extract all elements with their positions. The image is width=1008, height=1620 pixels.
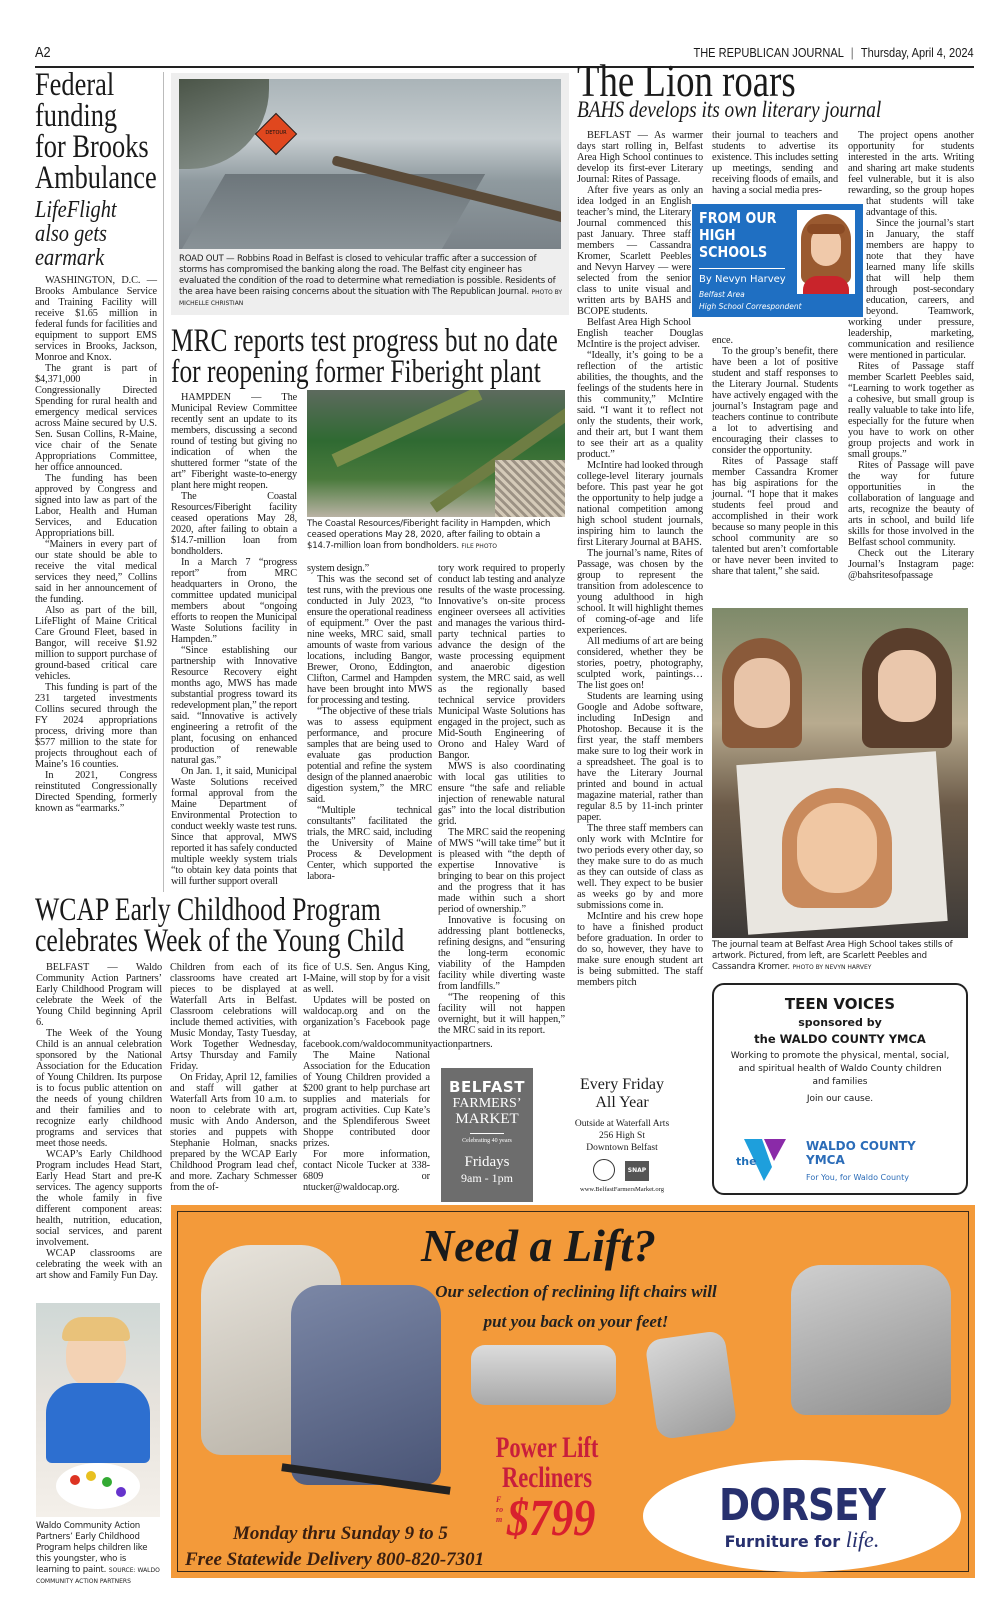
logo-the: the [736,1155,757,1168]
journal-team-caption [712,940,970,973]
org-name: YMCA [806,1153,845,1167]
paragraph: BEFLAST — As warmer days start rolling in, Belfast Area High School continues to develop its first-ever Literary Journal: Rites of Passage. [577,130,703,185]
market-hours: 9am - 1pm [461,1171,513,1185]
paragraph: The three staff members can only work with McIntire for two periods every other day, so they make sure to do as much as they can outside of class as well. They expect to be busier as weeks go by and more submissions come in. [577,823,703,911]
wcap-column-1 [36,962,162,1281]
join-cta: Join our cause. [806,1094,874,1104]
from-our-high-schools-box [692,204,863,317]
subhead-line: LifeFlight [35,197,117,223]
paragraph: “The reopening of this facility will not happen overnight, but it will happen,” the MRC said in its report. [438,992,565,1036]
paragraph: The MRC said the reopening of MWS “will take time” but it is pleased with “the depth of expertise Innovative is bringing to bear on this project and the progress that it has made within such a short period of ownership.” [438,827,565,915]
lion-headline: The Lion roars [577,55,796,106]
market-tagline: Celebrating 40 years [462,1138,512,1144]
sponsored-by: sponsored by [798,1016,882,1029]
box-divider [699,268,785,269]
column-rule [163,72,164,892]
recliner-image-gray [791,1265,951,1415]
paragraph: McIntire had looked through college-level literary journals before. This past year he got the opportunity to help judge a national competition among high school student journals, inspiring him to launch the first Literary Journal at BAHS. [577,460,703,548]
paragraph: All mediums of art are being considered, whether they be stories, poetry, photography, sculpted work, paintings… The list goes on! [577,636,703,691]
federal-headline [35,67,161,271]
lion-column-3-text [848,130,974,581]
snap-badge-icon [625,1161,649,1181]
caption-text: The journal team at Belfast Area High School takes stills of artwork. Pictured, from left, are Scarlett Peebles and Cassandra Kromer. [712,940,953,972]
paragraph: The journal’s name, Rites of Passage, was chosen by the group to represent the transition from adolescence to young adulthood in high school. It will highlight themes of coming-of-age and life experiences. [577,548,703,636]
mrc-column-2 [307,563,432,882]
headline-line: WCAP Early Childhood Program [35,892,381,928]
photo-credit: PHOTO BY NEVYN HARVEY [792,964,872,971]
caption-text: The Coastal Resources/Fiberight facility in Hampden, which ceased operations May 28, 2020, after failing to obtain a $14.7-million loan from bondholders. [307,519,551,551]
ad-subline: Our selection of reclining lift chairs will [435,1282,717,1301]
paragraph: tory work required to properly conduct lab testing and analyze results of the waste processing. Innovative’s on-site process engineer oversees all activities and manages the various third-party technical parties to advance the design of the waste processing equipment and anaerobic digestion system, the MRC said, as well as the regionally based technical service providers Municipal Waste Solutions has engaged in the project, such as Mid-South Engineering of Orono and Haley Ward of Bangor. [438,563,565,761]
address-line: Outside at Waterfall Arts [574,1119,670,1129]
recliner-image-reclined [471,1345,616,1405]
paragraph: Check out the Literary Journal’s Instagram page: @bahsritesofpassage [848,548,974,581]
road-photo [179,79,561,249]
box-title-line: SCHOOLS [699,243,768,261]
paragraph: Updates will be posted on waldocap.org and on the organization’s Facebook page at facebook.com/waldocommunityactionpartners. [303,995,493,1050]
headline-line: MRC reports test progress but no date [171,323,558,359]
lion-column-2-text [712,130,838,577]
paragraph: This was the second set of test runs, with the previous one conducted in July 2023, “to ensure the operational readiness of equipment.” Over the past nine weeks, MRC said, small amounts of waste from various locations, including Bangor, Brewer, Orono, Eddington, Clifton, Carmel and Hampden have been brought into MWS for processing and testing. [307,574,432,706]
paragraph: On Jan. 1, it said, Municipal Waste Solutions received formal approval from the Maine Department of Environmental Protection to conduct weekly waste test runs. Since that approval, MWS reported it has safely conducted multiple weekly system trials “to obtain key data points that will further support overall [171,766,297,887]
ymca-logo [734,1137,794,1183]
paragraph: MWS is also coordinating with local gas utilities to ensure “the safe and reliable injection of renewable natural gas” into the local distribution grid. [438,761,565,827]
caption-text: ROAD OUT — Robbins Road in Belfast is closed to vehicular traffic after a succession of storms has compromised the banking along the road. The Belfast city engineer has evaluated the condition of the road to determine what remediation is possible. Residents of the area have been raising concerns about the situation with The Republican Journal. [179,254,556,297]
paragraph: For more information, contact Nicole Tucker at 338-6809 or ntucker@waldocap.org. [303,1149,430,1193]
snap-label: SNAP [627,1167,647,1174]
byline-role: High School Correspondent [699,302,802,311]
product-line: Power Lift [495,1431,599,1464]
paragraph: The Coastal Resources/Fiberight facility ceased operations May 28, 2020, after failing to obtain a $14.7-million loan from bondholders. [171,491,297,557]
paragraph: Students are learning using Google and Adobe software, including InDesign and Photoshop. Because it is the first year, the staff members make sure to log their work in a spreadsheet. The goal is to have the Literary Journal printed and bound in actual magazine material, rather than regular 8.5 by 11-inch printer paper. [577,691,703,823]
paragraph: HAMPDEN — The Municipal Review Committee recently sent an update to its members, discussing a second round of testing but giving no indication of when the shuttered former “state of the art” Fiberight waste-to-energy plant here might reopen. [171,392,297,491]
photo-credit: SOURCE: WALDO COMMUNITY ACTION PARTNERS [36,1567,160,1585]
address-line: 256 High St [599,1131,645,1141]
page-number: A2 [35,44,51,61]
sponsor-name: the WALDO COUNTY YMCA [754,1032,926,1046]
schedule-line: Every Friday [580,1076,664,1093]
org-slogan: For You, for Waldo County [806,1173,909,1182]
ad-headline: Need a Lift? [421,1220,657,1271]
subhead-line: earmark [35,245,105,271]
detour-sign-label: DETOUR [265,130,287,136]
paragraph: McIntire and his crew hope to have a finished product before graduation. In order to do so, however, they have to make sure enough student art is being submitted. The staff members pitch [577,911,703,988]
lion-column-1-text [577,130,703,988]
paragraph: The Maine National Association for the Education of Young Children provided a $200 grant to help purchase art supplies and materials for program activities. Cup Kate’s and the Splendiferous Sweet Shoppe contributed door prizes. [303,1050,430,1149]
headline-line: celebrates Week of the Young Child [35,923,405,959]
product-line: Recliners [502,1461,592,1494]
paragraph: ence. [712,335,733,346]
store-hours: Monday thru Sunday 9 to 5 [233,1523,448,1544]
fiberight-photo [307,390,565,517]
recliner-image-blue [291,1285,441,1485]
headline-line: Federal [35,67,115,103]
mrc-column-1 [171,392,297,887]
farmers-market-ad [441,1068,703,1202]
paragraph: WCAP’s Early Childhood Program includes Head Start, Early Head Start and pre-K services. The agency supports the whole family in five different component areas: health, nutrition, education, social services, and parent involvement. [36,1149,162,1248]
brand-tagline: Furniture for [724,1532,841,1551]
price-from: From [496,1495,504,1524]
teen-voices-ad [712,983,968,1195]
paragraph: “Multiple technical consultants” facilitated the trials, the MRC said, including the University of Maine Process & Development Center, which supported the labora- [307,805,432,882]
mrc-column-3 [438,563,565,1036]
issue-date: Thursday, April 4, 2024 [861,45,974,60]
paragraph: To the group’s benefit, there have been a lot of positive student and staff responses to the Literary Journal. Students have actively engaged with the journal’s Instagram page and teachers continue to contribute a lot to advertising and encouraging their classes to consider the opportunity. [712,346,838,456]
market-url: www.BelfastFarmersMarket.org [580,1186,664,1193]
market-name-line: BELFAST [449,1078,525,1096]
paragraph: system design.” [307,563,370,574]
journal-team-photo [712,608,968,938]
paragraph: “Since establishing our partnership with Innovative Resource Recovery eight months ago, MWS has made substantial progress toward its redevelopment plan,” the report said. “Innovative is actively engineering a retrofit of the plant, focusing on enhanced production of renewable natural gas.” [171,645,297,766]
market-day: Fridays [464,1154,510,1170]
road-photo-block [171,73,569,315]
paragraph: In a March 7 “progress report” from MRC headquarters in Orono, the committee updated municipal members about “ongoing efforts to reopen the Municipal Waste Solutions facility in Hampden.” [171,557,297,645]
paragraph: Rites of Passage staff member Scarlett Peebles said, “Learning to work together as a cohesive, but small group is really valuable to take into life, especially for the future when you have to work on other group projects and work in small groups.” [848,361,974,460]
paragraph: Rites of Passage will pave the way for future opportunities in the collaboration of language and arts, recognize the beauty of arts in school, and build life skills for those involved in the Belfast school community. [848,460,974,548]
org-name: WALDO COUNTY [806,1139,916,1153]
paragraph: “The objective of these trials was to assess equipment performance, and procure samples that are being used to evaluate gas production potential and refine the system design of the planned anaerobic digestion system,” the MRC said. [307,706,432,805]
brand-tagline-script: life. [845,1527,880,1552]
child-painting-photo [36,1303,160,1517]
address-line: Downtown Belfast [586,1143,658,1153]
price: $799 [507,1490,596,1547]
subhead-line: also gets [35,221,107,247]
wcap-headline [35,892,508,959]
market-name-line: FARMERS’ [452,1096,522,1111]
separator: | [851,45,855,60]
paragraph: In 2021, Congress reinstituted Congressionally Directed Spending, formerly known as “earmarks.” [35,770,157,814]
paragraph: Rites of Passage staff member Cassandra Kromer has big aspirations for the journal. “I hope that it makes students feel proud and accomplished in their work because so many people in this school community are so talented but aren’t comfortable or have never been invited to share that talent,” she said. [712,456,838,577]
delivery-info: Free Statewide Delivery 800-820-7301 [185,1549,485,1570]
paragraph: Belfast Area High School English teacher Douglas McIntire is the project adviser. [577,317,703,350]
paragraph: Children from each of its classrooms have created art pieces to be displayed at Waterfall Arts in Belfast. Classroom celebrations will include themed activities, with Music Monday, Tasty Tuesday, Work Together Wednesday, Artsy Thursday and Family Friday. [170,962,297,1072]
dorsey-ad [171,1205,975,1578]
author-headshot [797,210,855,294]
schedule-line: All Year [595,1094,649,1111]
paragraph: Since the journal’s start in January, the staff members are happy to note that they have learned many life skills that will help them through post-secondary education, careers, and beyond. Teamwork, working under pressure, leadership, marketing, communication and resilience were mentioned in particular. [848,218,974,361]
market-seal-icon [593,1159,615,1181]
market-name-line: MARKET [455,1111,519,1127]
federal-body [35,275,157,814]
lion-column-1 [577,130,703,988]
fiberight-caption [307,519,565,552]
paragraph: Also as part of the bill, LifeFlight of Maine Critical Care Ground Fleet, based in Bangor, will receive $1.92 million to support purchase of ground-based critical care vehicles. [35,605,157,682]
road-photo-caption [179,254,563,309]
paragraph: The grant is part of $4,371,000 in Congressionally Directed Spending for rural health and emergency medical services across Maine secured by U.S. Sen. Susan Collins, R-Maine, vice chair of the Senate Appropriations Committee, her office announced. [35,363,157,473]
lion-subhead: BAHS develops its own literary journal [577,97,882,122]
byline-role: Belfast Area [699,290,745,299]
headline-line: funding [35,98,118,134]
paragraph: WCAP classrooms are celebrating the week with an art show and Family Fun Day. [36,1248,162,1281]
farmers-market-panel [441,1068,533,1202]
ad-title: TEEN VOICES [784,995,896,1013]
paragraph: After five years as only an idea lodged in an English teacher’s mind, the Literary Journal commenced this past January. Three staff members — Cassandra Kromer, Scarlett Peebles and Nevyn Harvey — were selected from the senior class to unite visual and written arts by BAHS and BCOPE students. [577,185,703,317]
paper-name: THE REPUBLICAN JOURNAL [693,45,844,60]
lion-column-3 [848,130,974,581]
box-title-line: FROM OUR [699,209,777,227]
header-rule [35,66,974,68]
paragraph: This funding is part of the 231 targeted investments Collins secured through the FY 2024 appropriations process, driving more than $577 million to the state for projects throughout each of Maine’s 16 counties. [35,682,157,770]
dorsey-logo [643,1460,961,1572]
ad-subline: put you back on your feet! [483,1312,669,1331]
mission-text: Working to promote the physical, mental, social, and spiritual health of Waldo County children and families [730,1051,950,1087]
paragraph: The project opens another opportunity for students interested in the arts. Writing and sharing art make students feel vulnerable, but it is also rewarding, so the group hopes that students will take advantage of this. [848,130,974,218]
recliner-image-lifted [644,1330,737,1440]
paragraph: fice of U.S. Sen. Angus King, I-Maine, will stop by for a visit as well. [303,962,430,995]
wcap-column-2 [170,962,297,1193]
box-title-line: HIGH [699,226,736,244]
photo-credit: FILE PHOTO [461,543,497,550]
paragraph: their journal to teachers and students to advertise its existence. This includes setting up meetings, sending and receiving floods of emails, and having a social media pres- [712,130,838,196]
paragraph: “Ideally, it’s going to be a reflection of the artistic abilities, the thoughts, and the feelings of the students here in this community,” McIntire said. “I want it to reflect not only the students, their work, and their art, but I want them to see their art as a quality product.” [577,350,703,460]
paragraph: “Mainers in every part of our state should be able to receive the vital medical services they need,” Collins said in her announcement of the funding. [35,539,157,605]
child-photo-caption [36,1521,160,1587]
lion-column-2 [712,130,838,577]
paragraph: WASHINGTON, D.C. — Brooks Ambulance Service and Training Facility will receive $1.65 million in federal funds for facilities and equipment to support EMS services in Brooks, Jackson, Monroe and Knox. [35,275,157,363]
byline: By Nevyn Harvey [699,274,786,285]
headline-line: for reopening former Fiberight plant [171,354,541,390]
paragraph: On Friday, April 12, families and staff will gather at Waterfall Arts from 10 a.m. to noon to celebrate with art, music with Ando Anderson, stories and puppets with Stephanie Holman, snacks prepared by the WCAP Early Childhood Program lead chef, and more. Zachary Schmesser from the of- [170,1072,297,1193]
photo-credit: PHOTO BY MICHELLE CHRISTIAN [179,289,563,307]
paragraph: The funding has been approved by Congress and signed into law as part of the Labor, Health and Human Services, and Education Appropriations bill. [35,473,157,539]
paragraph: BELFAST — Waldo Community Action Partners’ Early Childhood Program will celebrate the Week of the Young Child beginning April 6. [36,962,162,1028]
brand-name: DORSEY [718,1480,886,1531]
paragraph: Innovative is focusing on addressing plant bottlenecks, refining designs, and “ensuring the long-term economic viability of the Hampden facility while diverting waste from landfills.” [438,915,565,992]
headline-line: Ambulance [35,160,157,196]
paragraph: The Week of the Young Child is an annual celebration sponsored by the National Association for the Education of Young Children. Its purpose is to focus public attention on the needs of young children and their families and to recognize early childhood programs and services that meet those needs. [36,1028,162,1149]
caption-text: Waldo Community Action Partners’ Early Childhood Program helps children like this youngster, who is learning to paint. [36,1521,148,1575]
headline-line: for Brooks [35,129,149,165]
